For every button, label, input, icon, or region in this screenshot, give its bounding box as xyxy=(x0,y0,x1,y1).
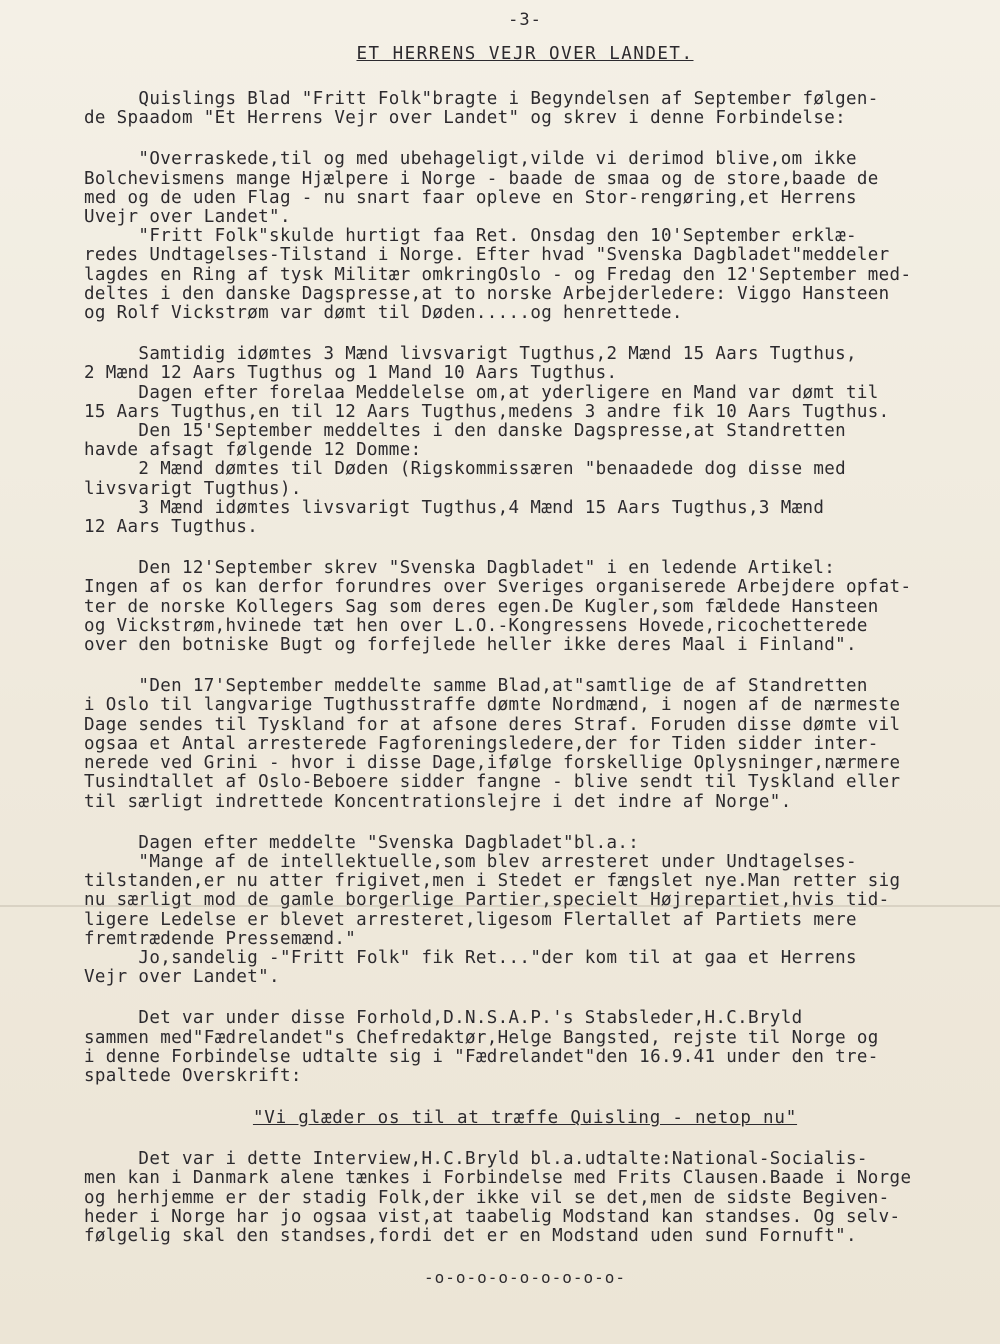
text-line: i denne Forbindelse udtalte sig i "Fædrelandet"den 16.9.41 under den tre- xyxy=(84,1046,879,1067)
text-line: Dagen efter forelaa Meddelelse om,at yderligere en Mand var dømt til xyxy=(84,382,879,403)
text-line: de Spaadom "Et Herrens Vejr over Landet" og skrev i denne Forbindelse: xyxy=(84,108,847,129)
end-rule: -o-o-o-o-o-o-o-o-o- xyxy=(423,1268,627,1288)
text-line: Jo,sandelig -"Fritt Folk" fik Ret..."der kom til at gaa et Herrens xyxy=(84,947,857,968)
text-line: "Fritt Folk"skulde hurtigt faa Ret. Onsdag den 10'September erklæ- xyxy=(84,226,857,247)
paragraph xyxy=(84,949,966,987)
paragraph xyxy=(84,150,966,227)
document-body xyxy=(84,90,966,1086)
paragraph xyxy=(84,1150,966,1246)
text-line: spaltede Overskrift: xyxy=(84,1065,302,1086)
text-line: Den 15'September meddeltes i den danske Dagspresse,at Standretten xyxy=(84,421,847,442)
document-title: ET HERRENS VEJR OVER LANDET. xyxy=(356,44,694,64)
paragraph xyxy=(84,460,966,498)
section xyxy=(84,90,966,128)
text-line: Den 12'September skrev "Svenska Dagbladet" i en ledende Artikel: xyxy=(84,558,836,579)
section xyxy=(84,1150,966,1246)
final-section xyxy=(84,1150,966,1246)
text-line: "Den 17'September meddelte samme Blad,at"samtlige de af Standretten xyxy=(84,676,868,697)
text-line: nu særligt mod de gamle borgerlige Partier,specielt Højrepartiet,hvis tid- xyxy=(84,890,890,911)
page-number: -3- xyxy=(508,10,542,30)
paper-fold-crease xyxy=(0,905,1000,907)
section xyxy=(84,677,966,811)
text-line: livsvarigt Tugthus). xyxy=(84,478,302,499)
paragraph xyxy=(84,559,966,655)
text-line: til særligt indrettede Koncentrationslejre i det indre af Norge". xyxy=(84,791,792,812)
text-line: Uvejr over Landet". xyxy=(84,207,291,228)
text-line: Samtidig idømtes 3 Mænd livsvarigt Tugthus,2 Mænd 15 Aars Tugthus, xyxy=(84,344,857,365)
text-line: deltes i den danske Dagspresse,at to norske Arbejderledere: Viggo Hansteen xyxy=(84,283,890,304)
text-line: sammen med"Fædrelandet"s Chefredaktør,Helge Bangsted, rejste til Norge og xyxy=(84,1027,879,1048)
paragraph xyxy=(84,227,966,323)
text-line: havde afsagt følgende 12 Domme: xyxy=(84,440,422,461)
text-line: lagdes en Ring af tysk Militær omkringOslo - og Fredag den 12'September med- xyxy=(84,264,912,285)
text-line: Dage sendes til Tyskland for at afsone deres Straf. Foruden disse dømte vil xyxy=(84,714,901,735)
paragraph xyxy=(84,384,966,422)
section xyxy=(84,1009,966,1086)
section xyxy=(84,345,966,537)
text-line: i Oslo til langvarige Tugthusstraffe dømte Nordmænd, i nogen af de nærmeste xyxy=(84,695,901,716)
quoted-headline: "Vi glæder os til at træffe Quisling - netop nu" xyxy=(252,1108,798,1129)
text-line: og Rolf Vickstrøm var dømt til Døden.....og henrettede. xyxy=(84,303,683,324)
text-line: "Mange af de intellektuelle,som blev arresteret under Undtagelses- xyxy=(84,851,857,872)
text-line: Bolchevismens mange Hjælpere i Norge - baade de smaa og de store,baade de xyxy=(84,168,879,189)
text-line: redes Undtagelses-Tilstand i Norge. Efter hvad "Svenska Dagbladet"meddeler xyxy=(84,245,890,266)
text-line: ter de norske Kollegers Sag som deres egen.De Kugler,som fældede Hansteen xyxy=(84,596,879,617)
section xyxy=(84,834,966,988)
text-line: 2 Mænd 12 Aars Tugthus og 1 Mand 10 Aars Tugthus. xyxy=(84,363,618,384)
text-line: over den botniske Bugt og forfejlede heller ikke deres Maal i Finland". xyxy=(84,635,857,656)
text-line: Det var i dette Interview,H.C.Bryld bl.a.udtalte:National-Socialis- xyxy=(84,1149,868,1170)
text-line: med og de uden Flag - nu snart faar opleve en Stor-rengøring,et Herrens xyxy=(84,187,857,208)
text-line: 12 Aars Tugthus. xyxy=(84,517,259,538)
paragraph xyxy=(84,853,966,949)
text-line: 2 Mænd dømtes til Døden (Rigskommissæren "benaadede dog disse med xyxy=(84,459,847,480)
text-line: Det var under disse Forhold,D.N.S.A.P.'s Stabsleder,H.C.Bryld xyxy=(84,1008,803,1029)
paragraph xyxy=(84,1009,966,1086)
text-line: 3 Mænd idømtes livsvarigt Tugthus,4 Mænd 15 Aars Tugthus,3 Mænd xyxy=(84,497,825,518)
text-line: nerede ved Grini - hvor i disse Dage,ifølge forskellige Oplysninger,nærmere xyxy=(84,753,901,774)
text-line: fremtrædende Pressemænd." xyxy=(84,928,357,949)
text-line: heder i Norge har jo ogsaa vist,at taabelig Modstand kan standses. Og selv- xyxy=(84,1206,901,1227)
text-line: tilstanden,er nu atter frigivet,men i Stedet er fængslet nye.Man retter sig xyxy=(84,871,901,892)
text-line: men kan i Danmark alene tænkes i Forbindelse med Frits Clausen.Baade i Norge xyxy=(84,1168,912,1189)
text-line: Dagen efter meddelte "Svenska Dagbladet"bl.a.: xyxy=(84,832,640,853)
section xyxy=(84,150,966,323)
paragraph xyxy=(84,90,966,128)
text-line: ogsaa et Antal arresterede Fagforeningsledere,der for Tiden sidder inter- xyxy=(84,733,879,754)
text-line: "Overraskede,til og med ubehageligt,vilde vi derimod blive,om ikke xyxy=(84,149,857,170)
paragraph xyxy=(84,422,966,460)
section xyxy=(84,559,966,655)
text-line: Tusindtallet af Oslo-Beboere sidder fangne - blive sendt til Tyskland eller xyxy=(84,772,901,793)
text-line: 15 Aars Tugthus,en til 12 Aars Tugthus,medens 3 andre fik 10 Aars Tugthus. xyxy=(84,401,890,422)
text-line: Quislings Blad "Fritt Folk"bragte i Begyndelsen af September følgen- xyxy=(84,89,879,109)
text-line: og herhjemme er der stadig Folk,der ikke vil se det,men de sidste Begiven- xyxy=(84,1187,890,1208)
text-line: følgelig skal den standses,fordi det er en Modstand uden sund Fornuft". xyxy=(84,1225,857,1246)
paragraph xyxy=(84,499,966,537)
paragraph xyxy=(84,677,966,811)
text-line: Vejr over Landet". xyxy=(84,967,280,988)
text-line: Ingen af os kan derfor forundres over Sveriges organiserede Arbejdere opfat- xyxy=(84,577,912,598)
text-line: og Vickstrøm,hvinede tæt hen over L.O.-Kongressens Hovede,ricochetterede xyxy=(84,615,868,636)
paragraph xyxy=(84,345,966,383)
text-line: ligere Ledelse er blevet arresteret,ligesom Flertallet af Partiets mere xyxy=(84,909,857,930)
paragraph xyxy=(84,834,966,853)
